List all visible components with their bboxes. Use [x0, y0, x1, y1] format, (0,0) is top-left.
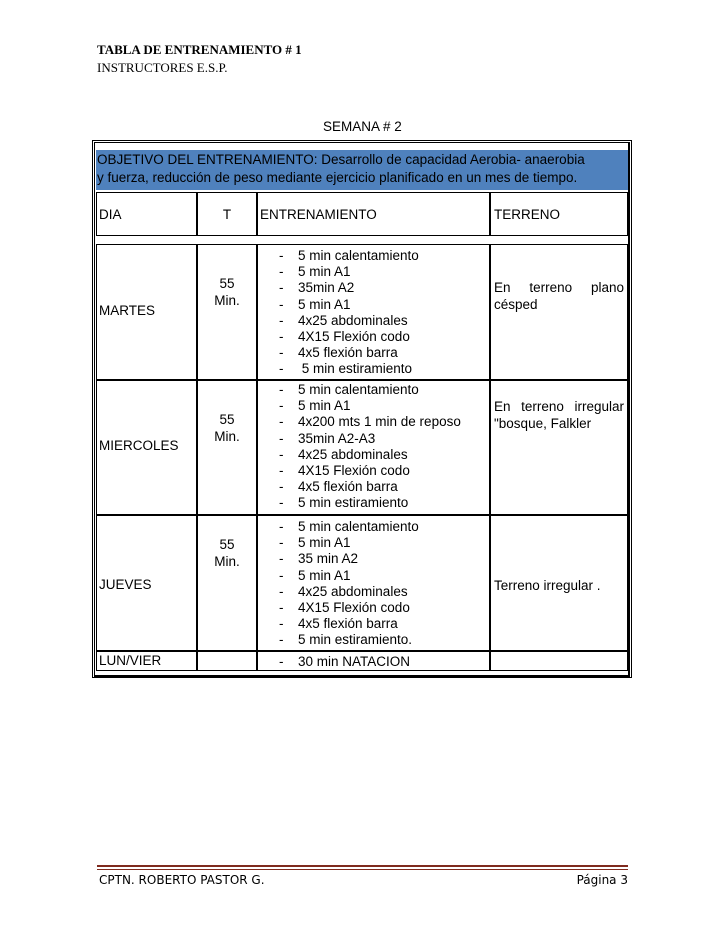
training-item: - 4x25 abdominales [279, 312, 408, 328]
training-item: - 4x5 flexión barra [279, 616, 398, 632]
time-unit: Min. [214, 429, 240, 444]
training-cell [257, 244, 490, 380]
training-item: - 4x200 mts 1 min de reposo [279, 414, 461, 430]
training-item: - 30 min NATACION [279, 654, 411, 669]
training-cell [257, 651, 490, 671]
training-item: - 35min A2-A3 [279, 430, 376, 446]
day-label: MIERCOLES [99, 438, 179, 453]
day-cell [96, 515, 197, 651]
training-table [92, 140, 632, 678]
training-item: - 5 min calentamiento [279, 519, 419, 534]
training-item: - 35min A2 [279, 280, 355, 296]
terrain-cell [490, 244, 628, 380]
terrain-cell [490, 380, 628, 515]
column-header-terreno: TERRENO [490, 192, 628, 236]
training-item: - 5 min A1 [279, 567, 351, 583]
time-value: 55 [219, 276, 235, 291]
training-item: - 4X15 Flexión codo [279, 328, 410, 344]
training-item: - 5 min calentamiento [279, 382, 419, 397]
day-cell [96, 651, 197, 671]
objective-banner [96, 150, 628, 190]
training-item: - 4x5 flexión barra [279, 345, 398, 361]
time-value: 55 [219, 412, 235, 427]
training-item: - 4X15 Flexión codo [279, 599, 410, 615]
time-cell [197, 515, 257, 651]
time-value: 55 [219, 537, 235, 552]
time-unit: Min. [214, 293, 240, 308]
document-title: TABLA DE ENTRENAMIENTO # 1 [97, 42, 302, 57]
objective-line-2: y fuerza, reducción de peso mediante ejercicio planificado en un mes de tiempo. [97, 170, 578, 185]
training-item: - 35 min A2 [279, 551, 359, 567]
training-item: - 4x25 abdominales [279, 446, 408, 462]
training-item: - 5 min estiramiento. [279, 632, 413, 648]
terrain-text: En terreno plano césped [494, 280, 624, 312]
time-unit: Min. [214, 554, 240, 569]
footer-author: CPTN. ROBERTO PASTOR G. [99, 873, 265, 887]
day-label: MARTES [99, 303, 156, 318]
table-row-lun-vier [96, 651, 628, 671]
column-header-dia: DIA [96, 192, 197, 236]
training-item: - 5 min estiramiento [279, 361, 413, 377]
column-header-t: T [197, 192, 257, 236]
terrain-cell [490, 651, 628, 671]
objective-line-1: OBJETIVO DEL ENTRENAMIENTO: Desarrollo de capacidad Aerobia- anaerobia [97, 152, 585, 167]
terrain-text: En terreno irregular "bosque, Falkler [494, 399, 624, 431]
training-item: - 5 min A1 [279, 535, 351, 551]
terrain-cell [490, 515, 628, 651]
training-item: - 5 min A1 [279, 296, 351, 312]
document-subtitle: INSTRUCTORES E.S.P. [97, 60, 228, 75]
column-header-entrenamiento: ENTRENAMIENTO [257, 192, 490, 236]
training-item: - 5 min calentamiento [279, 248, 419, 263]
day-label: LUN/VIER [99, 653, 162, 668]
time-cell [197, 380, 257, 515]
table-header-row [96, 192, 628, 236]
training-cell [257, 380, 490, 515]
day-label: JUEVES [99, 577, 152, 592]
training-item: - 5 min estiramiento [279, 495, 409, 511]
table-row-jueves [96, 515, 628, 651]
time-cell [197, 651, 257, 671]
week-label: SEMANA # 2 [323, 119, 402, 134]
training-item: - 5 min A1 [279, 264, 351, 280]
table-row-martes [96, 244, 628, 380]
footer-rule-thin [97, 869, 628, 870]
day-cell [96, 380, 197, 515]
footer-page-number: Página 3 [576, 873, 628, 887]
training-item: - 5 min A1 [279, 398, 351, 414]
time-cell [197, 244, 257, 380]
table-row-miercoles [96, 380, 628, 515]
training-item: - 4x25 abdominales [279, 583, 408, 599]
footer-rule [97, 865, 628, 867]
day-cell [96, 244, 197, 380]
training-item: - 4x5 flexión barra [279, 479, 398, 495]
terrain-text: Terreno irregular . [494, 578, 601, 593]
training-item: - 4X15 Flexión codo [279, 462, 410, 478]
training-cell [257, 515, 490, 651]
